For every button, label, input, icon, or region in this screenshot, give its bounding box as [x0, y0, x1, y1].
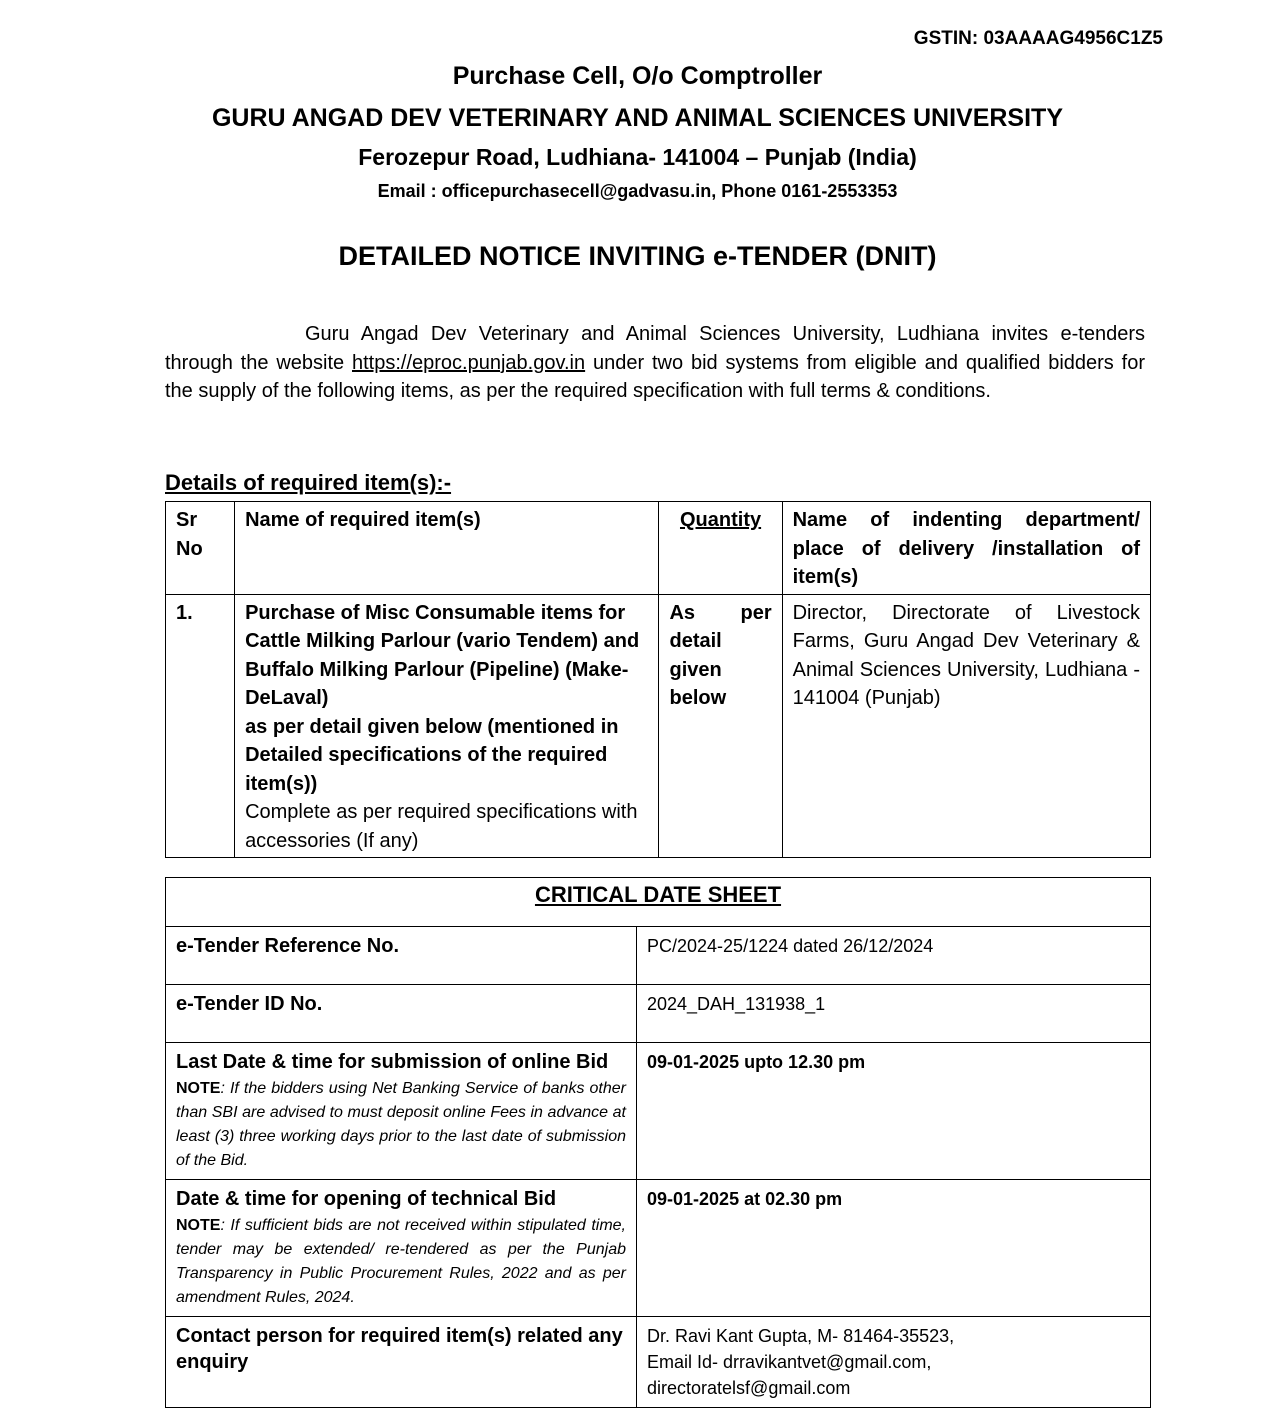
ref-no-value: PC/2024-25/1224 dated 26/12/2024 — [637, 927, 1151, 985]
table-row — [166, 927, 1151, 985]
note-head: NOTE — [176, 1217, 221, 1234]
intro-text-1: Guru Angad Dev Veterinary and Animal Sciences University, Ludhiana invites e-tenders through the website — [165, 323, 1145, 374]
table-row — [166, 1043, 1151, 1180]
page-title: DETAILED NOTICE INVITING e-TENDER (DNIT) — [338, 241, 937, 271]
submission-note — [176, 1077, 626, 1173]
contact-line: Email : officepurchasecell@gadvasu.in, Phone 0161-2553353 — [377, 181, 898, 201]
col-header-qty — [659, 502, 782, 595]
col-header-sr: Sr No — [166, 502, 235, 595]
opening-note — [176, 1214, 626, 1310]
date-sheet-title-row — [166, 878, 1151, 927]
opening-value: 09-01-2025 at 02.30 pm — [637, 1180, 1151, 1317]
critical-date-sheet — [165, 877, 1151, 1408]
item-name: Purchase of Misc Consumable items for Cattle Milking Parlour (vario Tendem) and Buffalo Milking Parlour (Pipeline) (Make-DeLaval) — [245, 601, 640, 709]
note-text: : If the bidders using Net Banking Service of banks other than SBI are advised to must deposit online Fees in advance at least (3) three working days prior to the last date of submission of the Bid. — [176, 1080, 626, 1169]
contact-email-2[interactable]: directoratelsf@gmail.com — [647, 1378, 851, 1398]
items-table — [165, 501, 1151, 858]
contact-person: Dr. Ravi Kant Gupta, M- 81464-35523, — [647, 1326, 955, 1346]
eproc-link[interactable]: https://eproc.punjab.gov.in — [352, 351, 586, 374]
note-head: NOTE — [176, 1080, 221, 1097]
table-row — [166, 1180, 1151, 1317]
item-department: Director, Directorate of Livestock Farms, Guru Angad Dev Veterinary & Animal Sciences University, Ludhiana - 141004 (Punjab) — [782, 594, 1150, 858]
item-name-cell — [235, 594, 659, 858]
intro-paragraph — [165, 320, 1145, 406]
tender-id-value: 2024_DAH_131938_1 — [637, 985, 1151, 1043]
submission-value: 09-01-2025 upto 12.30 pm — [637, 1043, 1151, 1180]
note-text: : If sufficient bids are not received within stipulated time, tender may be extended/ re-tendered as per the Punjab Transparency in Public Procurement Rules, 2022 and as per amendment Rules, 2024. — [176, 1217, 626, 1306]
item-detail-note: as per detail given below (mentioned in Detailed specifications of the required item(s)) — [245, 715, 619, 795]
university-name: GURU ANGAD DEV VETERINARY AND ANIMAL SCIENCES UNIVERSITY — [211, 104, 1063, 132]
gstin-number: GSTIN: 03AAAAG4956C1Z5 — [913, 28, 1163, 49]
item-accessories-note: Complete as per required specifications with accessories (If any) — [245, 801, 638, 852]
submission-label: Last Date & time for submission of online Bid — [176, 1051, 609, 1073]
submission-cell — [166, 1043, 637, 1180]
tender-id-label: e-Tender ID No. — [166, 985, 637, 1043]
col-header-name: Name of required item(s) — [235, 502, 659, 595]
item-sr: 1. — [166, 594, 235, 858]
opening-label: Date & time for opening of technical Bid — [176, 1188, 557, 1210]
items-section-heading: Details of required item(s):- — [165, 470, 452, 495]
contact-email-1[interactable]: Email Id- drravikantvet@gmail.com, — [647, 1352, 932, 1372]
office-name: Purchase Cell, O/o Comptroller — [452, 62, 823, 90]
date-sheet-title: CRITICAL DATE SHEET — [166, 878, 1151, 927]
contact-value — [637, 1317, 1151, 1408]
university-address: Ferozepur Road, Ludhiana- 141004 – Punjab (India) — [358, 144, 917, 170]
intro-text-2: under two bid systems from eligible and qualified bidders for the supply of the following items, as per the required specification with full terms & conditions. — [165, 351, 1145, 402]
col-header-dept: Name of indenting department/ place of delivery /installation of item(s) — [782, 502, 1150, 595]
table-row — [166, 594, 1151, 858]
ref-no-label: e-Tender Reference No. — [166, 927, 637, 985]
qty-header-label: Quantity — [679, 509, 762, 531]
table-row — [166, 985, 1151, 1043]
contact-label: Contact person for required item(s) related any enquiry — [166, 1317, 637, 1408]
item-quantity: As per detail given below — [659, 594, 782, 858]
table-row — [166, 1317, 1151, 1408]
opening-cell — [166, 1180, 637, 1317]
items-header-row — [166, 502, 1151, 595]
